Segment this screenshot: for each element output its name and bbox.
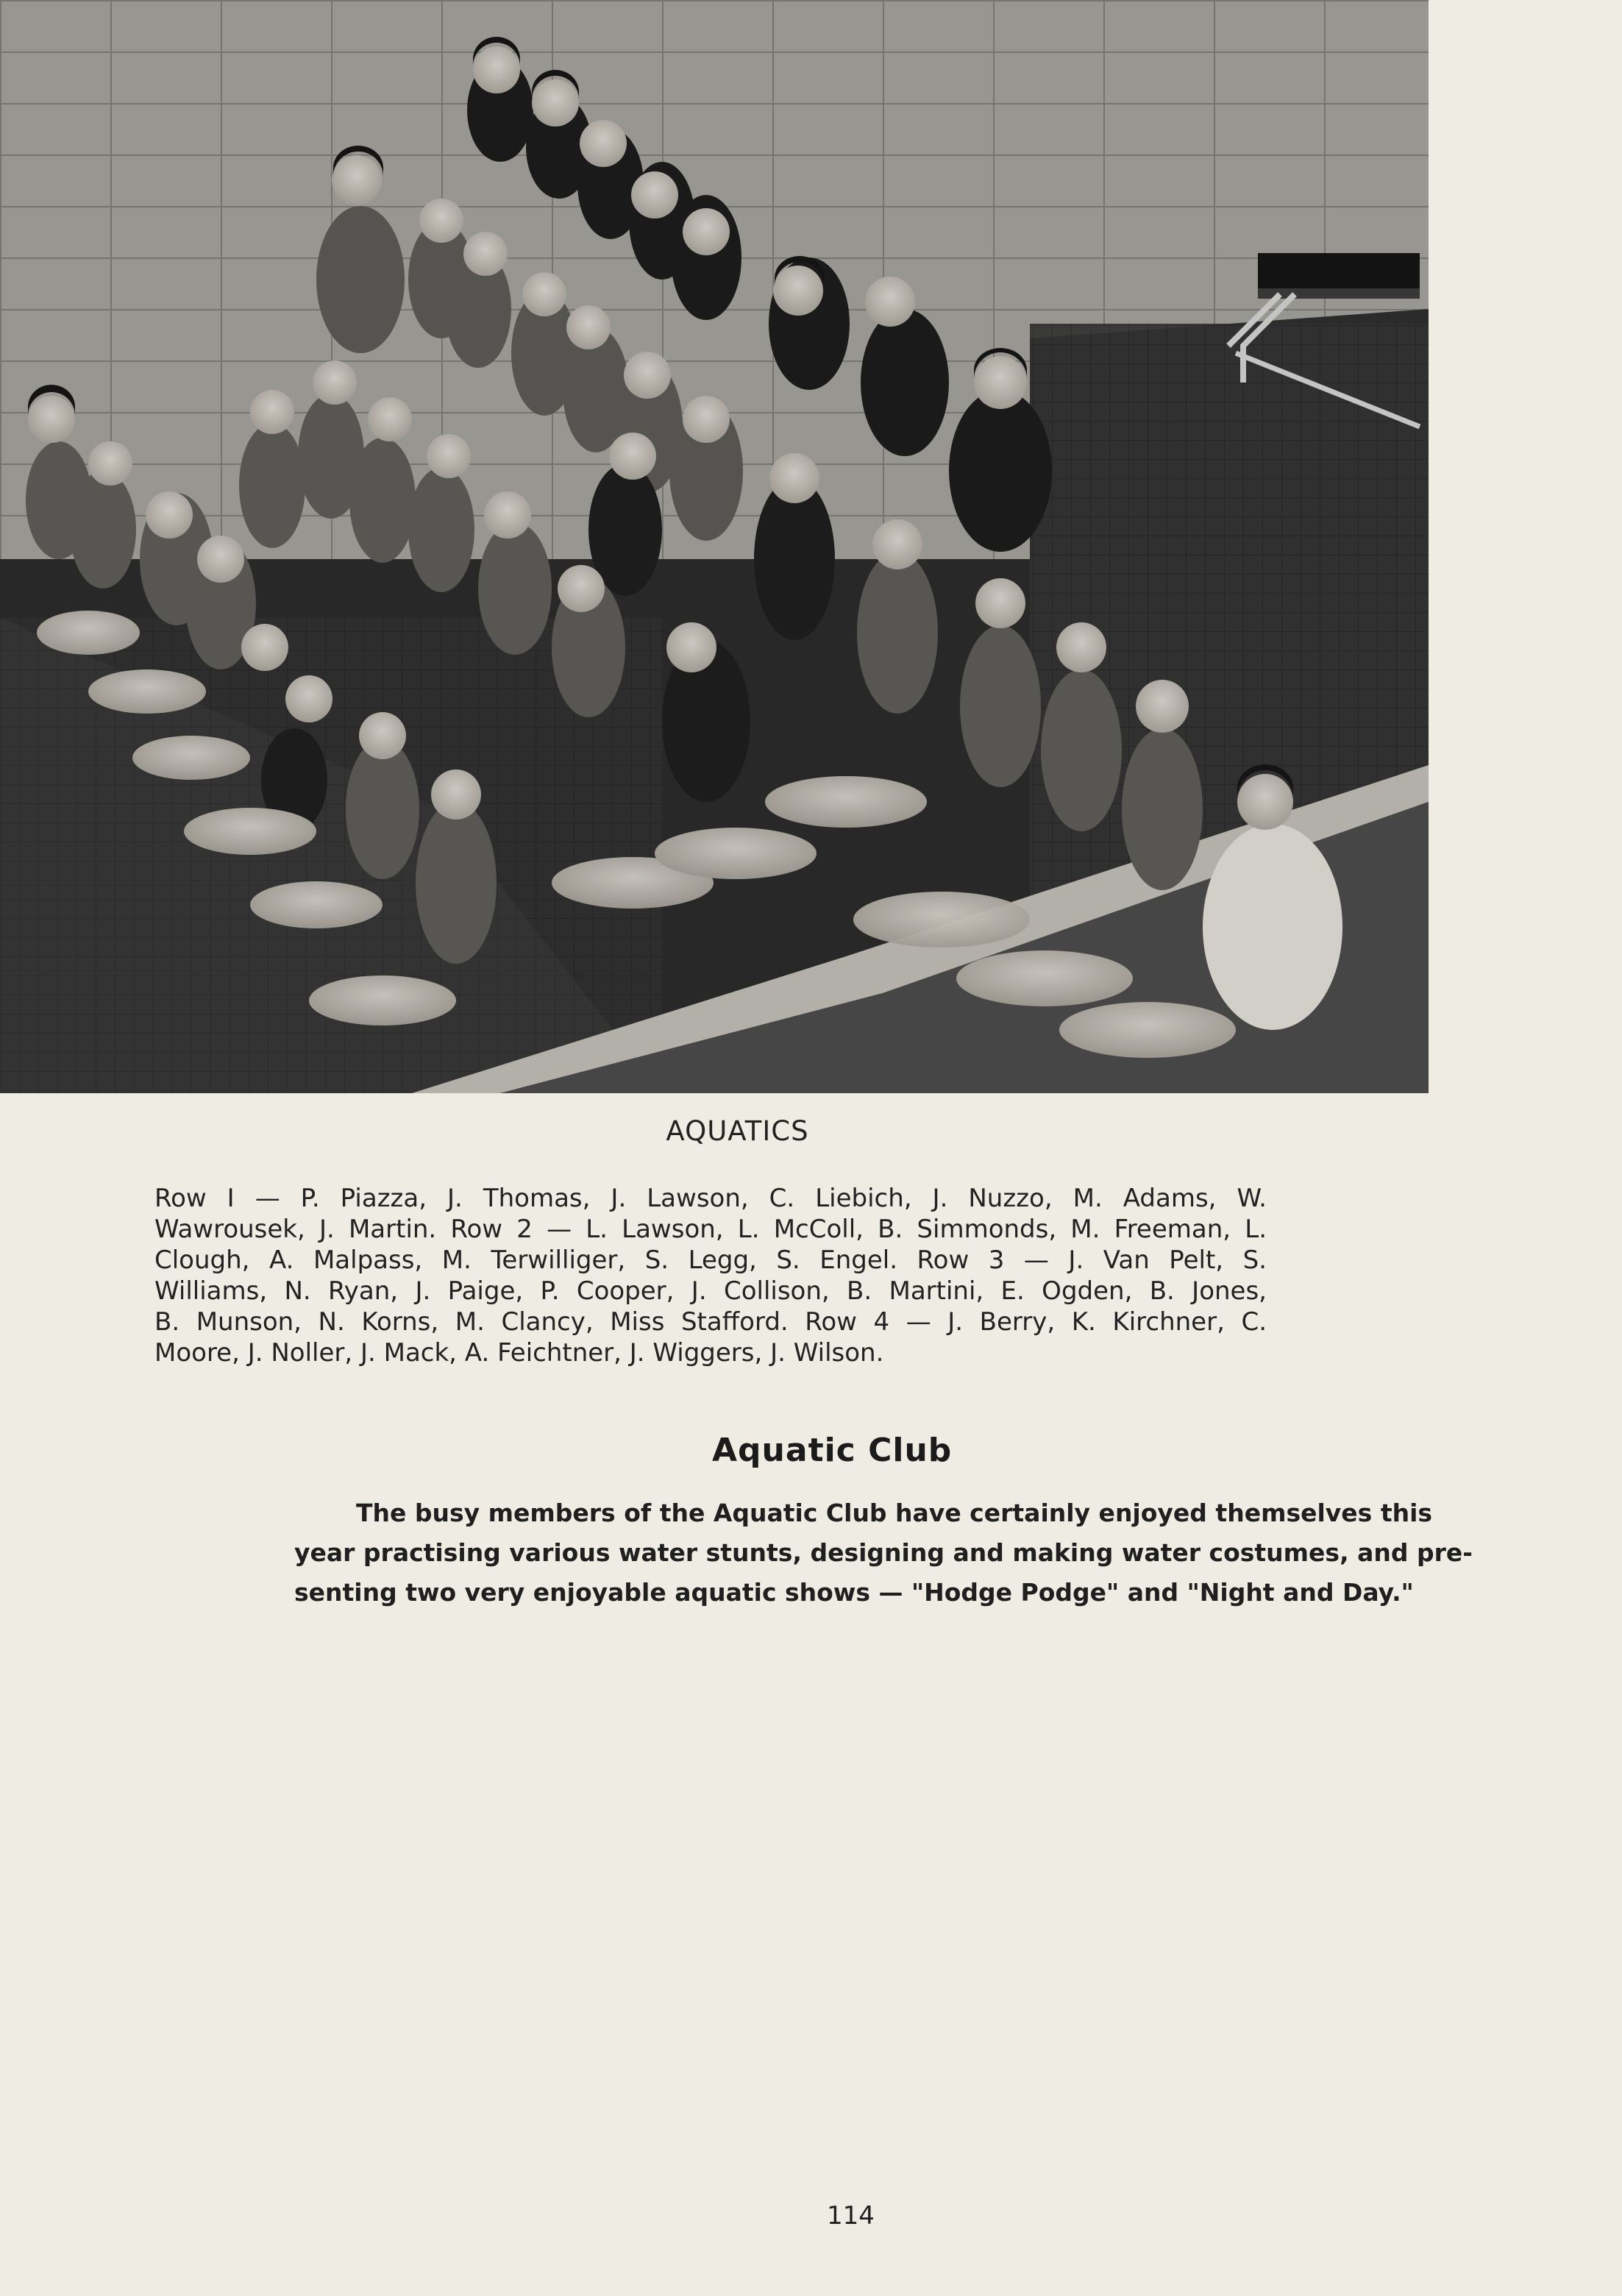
roster-line: Moore, J. Noller, J. Mack, A. Feichtner, J. Wiggers, J. Wilson. <box>154 1338 884 1368</box>
page-number: 114 <box>827 2201 875 2231</box>
group-photo <box>0 0 1429 1093</box>
photo-caption-title: AQUATICS <box>666 1115 809 1147</box>
article-heading: Aquatic Club <box>712 1432 953 1469</box>
body-line: year practising various water stunts, designing and making water costumes, and pre- <box>294 1538 1473 1567</box>
article-body <box>294 1493 1473 1613</box>
body-line: senting two very enjoyable aquatic shows — "Hodge Podge" and "Night and Day." <box>294 1578 1414 1607</box>
roster-caption <box>154 1183 1267 1368</box>
roster-line: Row I — P. Piazza, J. Thomas, J. Lawson, C. Liebich, J. Nuzzo, M. Adams, W. <box>154 1184 1267 1213</box>
roster-line: Wawrousek, J. Martin. Row 2 — L. Lawson, L. McColl, B. Simmonds, M. Freeman, L. <box>154 1215 1267 1244</box>
roster-line: Williams, N. Ryan, J. Paige, P. Cooper, J. Collison, B. Martini, E. Ogden, B. Jones, <box>154 1276 1267 1306</box>
roster-line: Clough, A. Malpass, M. Terwilliger, S. Legg, S. Engel. Row 3 — J. Van Pelt, S. <box>154 1245 1267 1275</box>
roster-line: B. Munson, N. Korns, M. Clancy, Miss Stafford. Row 4 — J. Berry, K. Kirchner, C. <box>154 1307 1267 1337</box>
body-line: The busy members of the Aquatic Club have certainly enjoyed themselves this <box>356 1499 1433 1527</box>
